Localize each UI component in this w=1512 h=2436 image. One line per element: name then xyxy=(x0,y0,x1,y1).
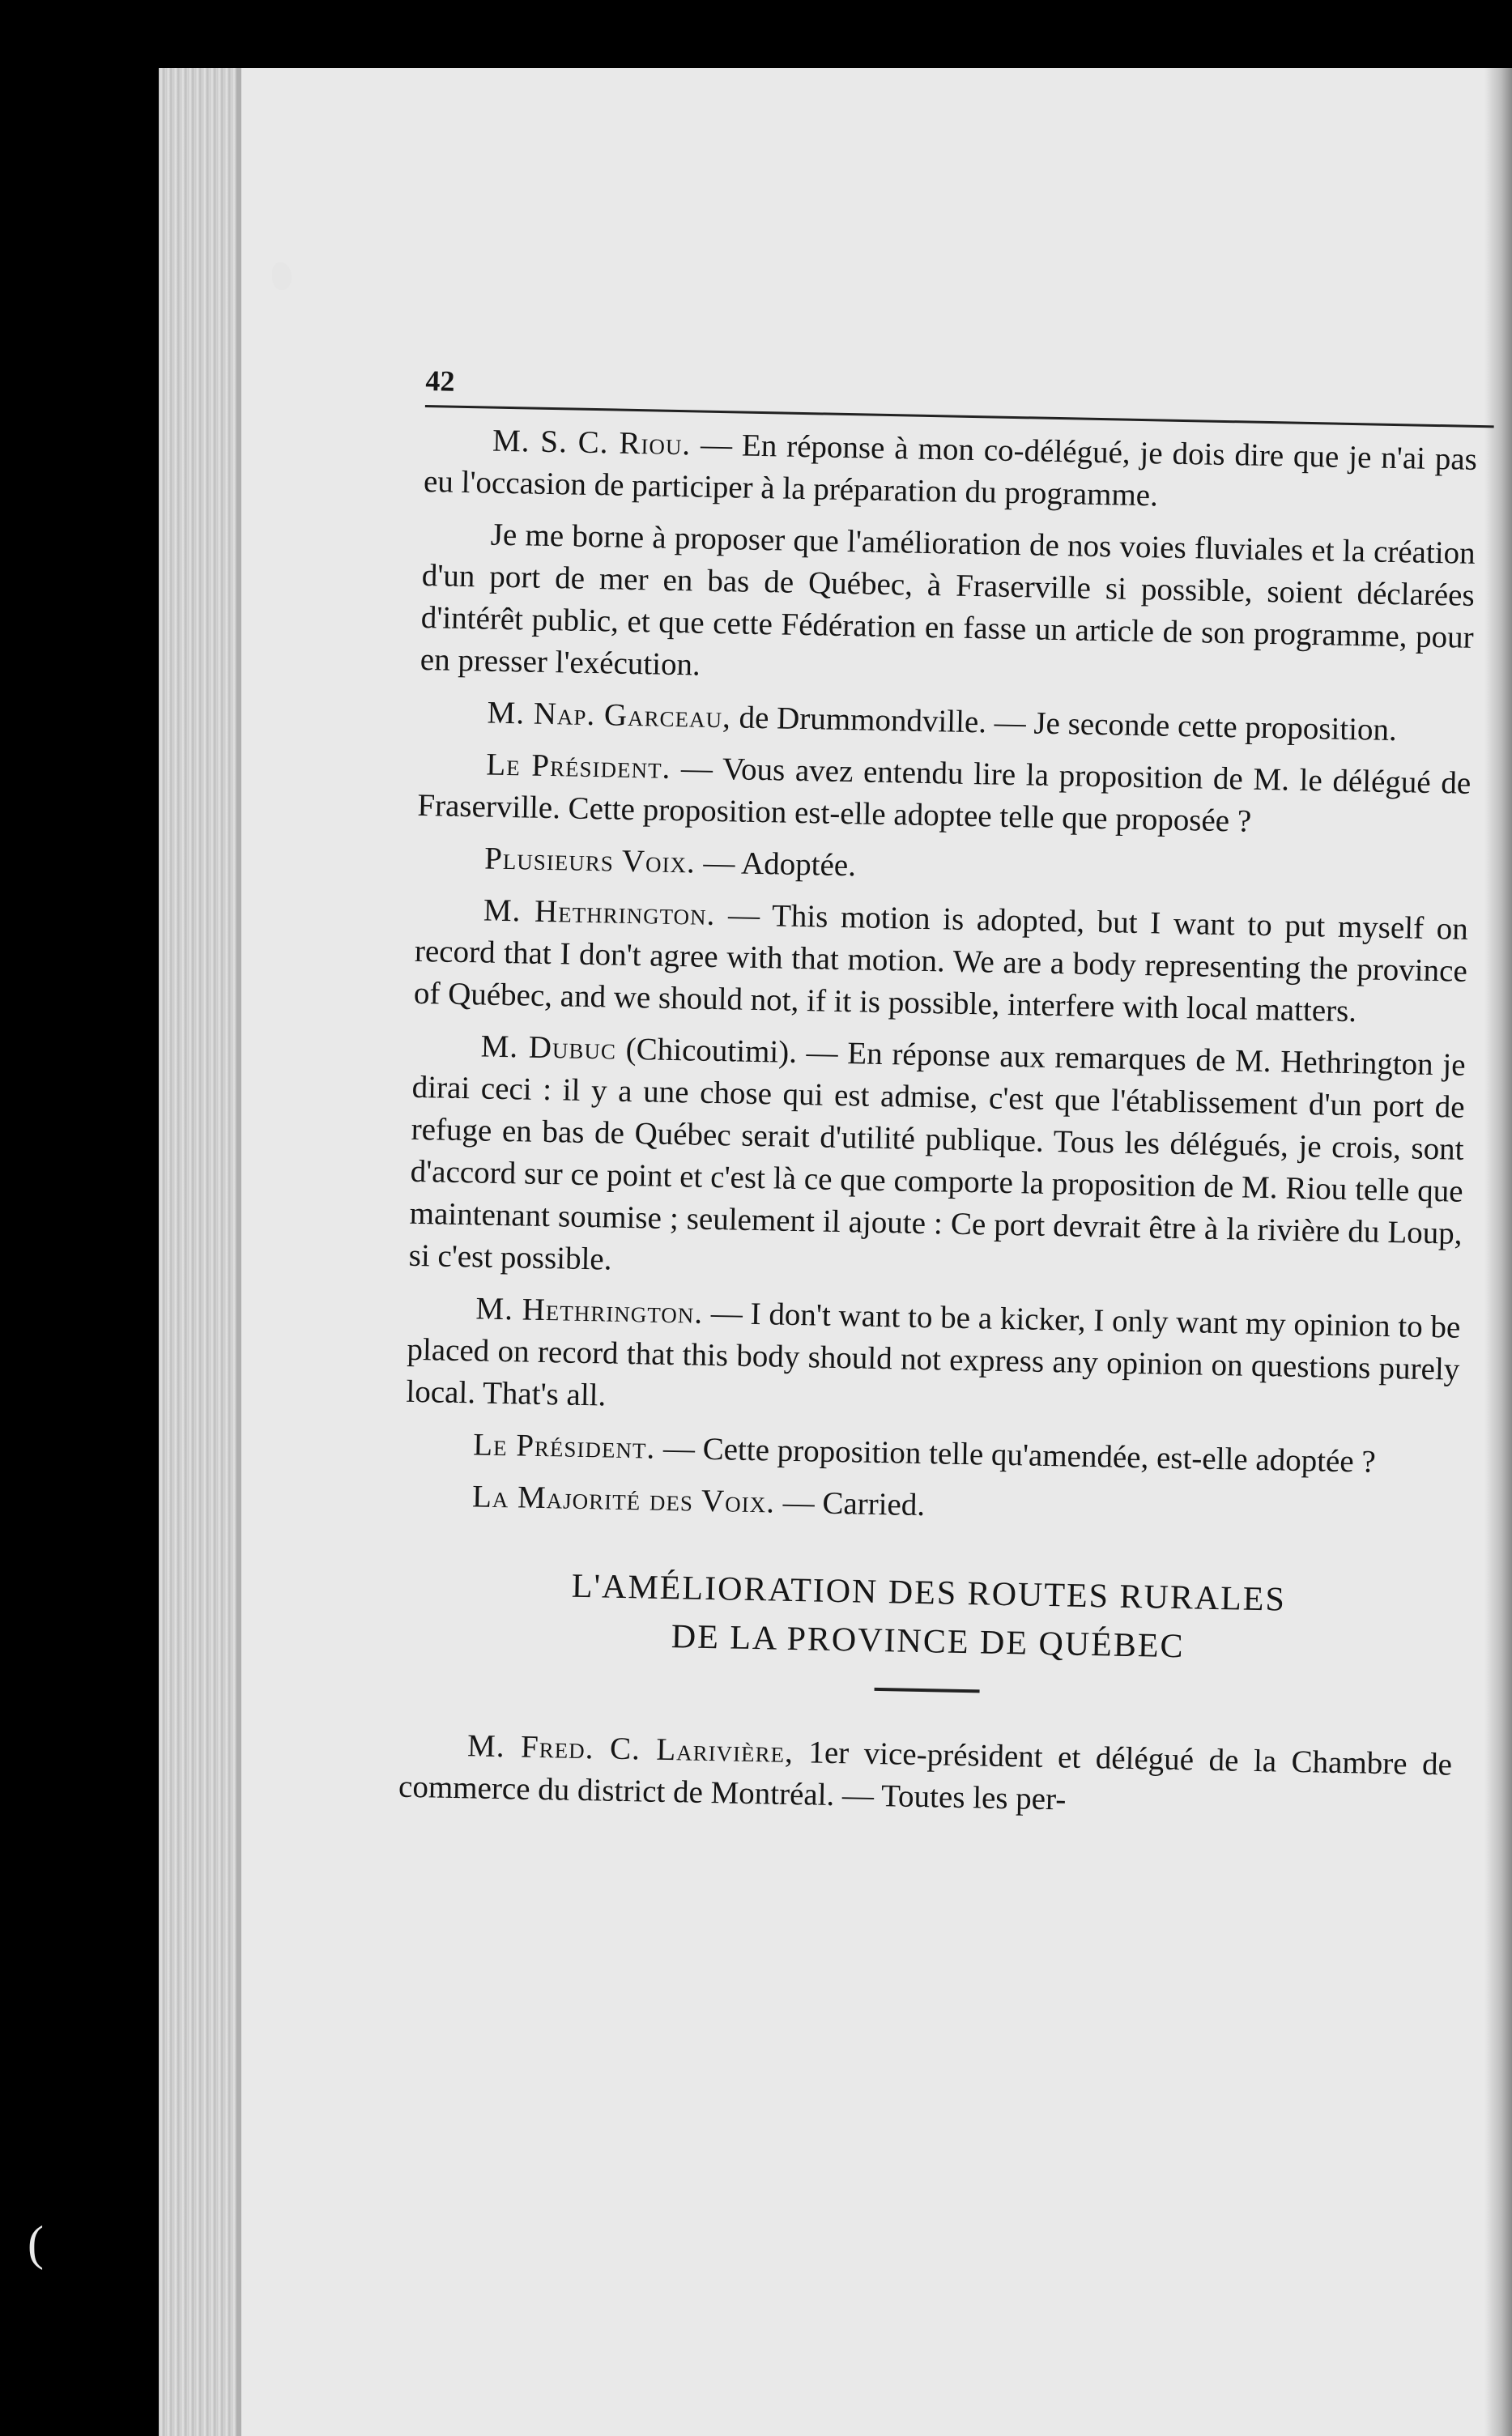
paragraph-text: Je me borne à proposer que l'amélioration de nos voies fluviales et la création d'un port de mer en bas de Québec, à Fraserville si possible, soient déclarées d'intérêt public, et que cette Fédération en fasse un article de son programme, pour en presser l'exécution. xyxy=(420,517,1476,683)
section-heading xyxy=(401,1559,1455,1676)
paragraph xyxy=(416,837,1470,899)
paragraph xyxy=(420,513,1476,701)
paragraph-text: — Vous avez entendu lire la proposition de M. le délégué de Fraserville. Cette proposition est-elle adoptee telle que proposée ? xyxy=(417,750,1472,839)
book-binding xyxy=(159,68,236,2436)
paragraph xyxy=(424,419,1478,523)
paragraph xyxy=(406,1287,1461,1433)
speaker-name: M. Dubuc xyxy=(480,1028,617,1067)
paragraph xyxy=(404,1475,1458,1537)
page-edge-shadow xyxy=(1484,68,1512,2436)
speaker-name: M. Nap. Garceau, xyxy=(487,695,732,735)
paragraph-text: — Adoptée. xyxy=(695,845,857,884)
paragraph-text: — Carried. xyxy=(774,1484,926,1523)
section-heading-line-2: DE LA PROVINCE DE QUÉBEC xyxy=(671,1618,1185,1666)
page-number: 42 xyxy=(425,364,455,398)
paragraph xyxy=(413,888,1468,1035)
speaker-name: Plusieurs Voix. xyxy=(483,841,696,880)
section-heading-line-1: L'AMÉLIORATION DES ROUTES RURALES xyxy=(571,1567,1287,1619)
paragraph xyxy=(405,1423,1459,1485)
section-divider xyxy=(875,1688,980,1693)
paragraph-text: (Chicoutimi). — En réponse aux remarques de M. Hethrington je dirai ceci : il y a une chose qui est admise, c'est que l'établissement d'un port de refuge en bas de Québec serait d'utilité publique. Tous les délégués, je crois, sont d'accord sur ce point et c'est là ce que comporte la proposition de M. Riou telle que maintenant soumise ; seulement il ajoute : Ce port devrait être à la rivière du Loup, si c'est possible. xyxy=(408,1031,1466,1277)
speaker-name: M. S. C. Riou. xyxy=(492,423,692,462)
paragraph-text: — This motion is adopted, but I want to put myself on record that I don't agree with that motion. We are a body representing the province of Québec, and we should not, if it is possible, interfere with local matters. xyxy=(413,896,1469,1029)
paragraph xyxy=(417,743,1472,847)
speaker-name: Le Président. xyxy=(486,747,671,786)
scanned-page xyxy=(159,68,1512,2436)
speaker-name: M. Hethrington. xyxy=(475,1291,704,1331)
paragraph-text: — En réponse à mon co-délégué, je dois dire que je n'ai pas eu l'occasion de participer à la préparation du programme. xyxy=(423,427,1478,513)
paragraph-text: de Drummondville. — Je seconde cette proposition. xyxy=(730,700,1398,748)
paragraph-text: 1er vice-président et délégué de la Chambre de commerce du district de Montréal. — Toutes les per- xyxy=(398,1735,1453,1817)
paragraph-text: — Cette proposition telle qu'amendée, est-elle adoptée ? xyxy=(654,1430,1377,1480)
paragraph xyxy=(419,691,1472,753)
page-text xyxy=(398,360,1478,1838)
paragraph xyxy=(408,1024,1466,1297)
speaker-name: La Majorité des Voix. xyxy=(471,1479,776,1520)
speaker-name: M. Hethrington. xyxy=(483,892,716,932)
paragraph-text: — I don't want to be a kicker, I only want my opinion to be placed on record that this body should not express any opinion on questions purely local. That's all. xyxy=(406,1295,1461,1413)
paragraph xyxy=(398,1724,1453,1829)
scan-blemish xyxy=(272,262,292,290)
speaker-name: Le Président. xyxy=(472,1427,656,1466)
scan-edge-mark: ( xyxy=(28,2217,44,2270)
speaker-name: M. Fred. C. Larivière, xyxy=(466,1728,794,1770)
